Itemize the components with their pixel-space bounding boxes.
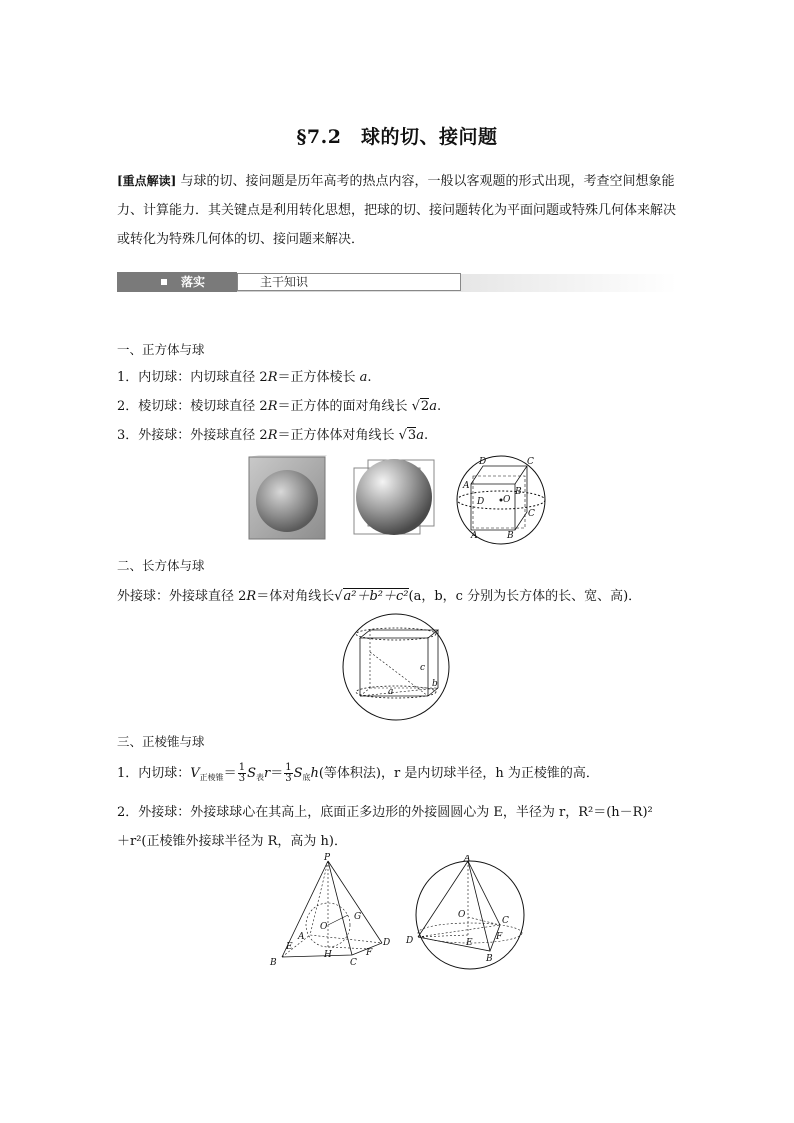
s1i1-a: a (359, 370, 368, 385)
sph-label-A: A (464, 855, 471, 864)
section1-item3: 3．外接球：外接球直径 2R＝正方体体对角线长 √3a. (117, 428, 429, 443)
box-in-sphere-figure (340, 612, 452, 722)
section2-line: 外接球：外接球直径 2R＝体对角线长√a²＋b²＋c²(a，b，c 分别为长方体的长、宽、高)． (117, 589, 642, 604)
cube-label-C1: C (528, 509, 535, 519)
section1-item1 (117, 366, 372, 385)
sph-label-B: B (486, 954, 493, 964)
frac-a-den: 3 (238, 773, 246, 784)
cube-label-D1: D (477, 497, 485, 507)
section1-heading: 一、正方体与球 (117, 342, 205, 357)
s1i2-a: a (429, 399, 437, 414)
s3i1-h: h (310, 766, 319, 781)
s3i1-tail: (等体积法)，r 是内切球半径，h 为正棱锥的高． (318, 766, 599, 781)
frac-one-third-a (238, 763, 246, 784)
section3-item2-line2: ＋r²(正棱锥外接球半径为 R，高为 h)． (117, 834, 347, 849)
pyr-label-P: P (324, 853, 331, 863)
s1i3-R: R (267, 428, 278, 443)
cube-label-O: O (503, 495, 511, 505)
frac-b-den: 3 (285, 773, 292, 784)
section2-heading: 二、长方体与球 (117, 558, 205, 573)
s1i2-lead: 2．棱切球：棱切球直径 2 (117, 399, 268, 414)
cube-label-B: B (515, 487, 522, 497)
s1i3-rad: 3 (407, 428, 417, 443)
pyramid-circumscribed-figure (404, 855, 528, 973)
pyr-label-A: A (298, 932, 305, 942)
frac-a-num: 1 (238, 762, 246, 773)
s1i3-end: . (423, 428, 429, 443)
edge-tangent-sphere-figure (350, 458, 440, 538)
s2-mid: ＝体对角线长 (256, 589, 335, 604)
s3i1-lead: 1．内切球： (117, 766, 191, 781)
s3i1-eq2: ＝ (270, 766, 284, 781)
pyr-label-B: B (270, 958, 277, 968)
s2-tail: (a，b，c 分别为长方体的长、宽、高)． (408, 589, 642, 604)
s3i1-eq1: ＝ (223, 766, 237, 781)
pyr-label-C: C (350, 958, 357, 968)
s3i1-S2: S (293, 766, 303, 781)
cube-label-B1: B (507, 531, 514, 541)
section1-item2: 2．棱切球：棱切球直径 2R＝正方体的面对角线长 √2a. (117, 399, 442, 414)
s1i1-mid: ＝正方体棱长 (277, 370, 360, 385)
section3-heading: 三、正棱锥与球 (117, 734, 205, 749)
s3i1-ssub1: 表 (255, 773, 264, 782)
s1i1-end: . (367, 370, 372, 385)
s2-lead: 外接球：外接球直径 2 (117, 589, 247, 604)
s1i2-rad: 2 (420, 399, 430, 414)
s1i2-R: R (267, 399, 278, 414)
sph-label-C: C (502, 916, 509, 926)
box-label-c: c (420, 663, 426, 673)
banner-dark-label: 落实 (181, 275, 206, 289)
s1i3-mid: ＝正方体体对角线长 (277, 428, 399, 443)
pyr-label-E: E (286, 942, 293, 952)
section-banner (117, 270, 677, 296)
pyramid-inscribed-figure (266, 853, 396, 971)
s3i1-V: V (190, 766, 200, 781)
intro-paragraph (117, 167, 677, 254)
square-icon (161, 279, 167, 285)
frac-b-num: 1 (285, 762, 292, 773)
s3i1-ssub2: 底 (302, 773, 311, 782)
s3i1-r: r (263, 766, 271, 781)
cube-label-A1: A (471, 531, 478, 541)
banner-dark (117, 272, 237, 292)
sph-label-F: F (496, 932, 503, 942)
s1i2-mid: ＝正方体的面对角线长 (277, 399, 412, 414)
sph-label-D: D (406, 936, 414, 946)
frac-one-third-b (284, 763, 292, 784)
s3i1-vsub: 正棱锥 (199, 773, 224, 782)
cube-label-A: A (463, 481, 470, 491)
intro-text: 与球的切、接问题是历年高考的热点内容，一般以客观题的形式出现，考查空间想象能力、计算能力．其关键点是利用转化思想，把球的切、接问题转化为平面问题或特殊几何体来解决或转化为特殊几何体的切、接问题来解决． (117, 174, 677, 247)
inscribed-sphere-figure (247, 455, 327, 541)
section3-item2-line1: 2．外接球：外接球球心在其高上，底面正多边形的外接圆圆心为 E，半径为 r，R²＝(h－R)² (117, 805, 653, 820)
cube-label-C: C (527, 457, 534, 467)
pyr-label-H: H (324, 950, 332, 960)
circumscribed-cube-figure (455, 454, 547, 546)
cube-label-D: D (479, 457, 487, 467)
box-label-b: b (432, 679, 438, 689)
box-label-a: a (388, 687, 394, 697)
s3i1-S1: S (247, 766, 256, 781)
banner-light-label: 主干知识 (237, 273, 461, 291)
s1i1-lead: 1．内切球：内切球直径 2 (117, 370, 268, 385)
s1i1-R: R (267, 370, 278, 385)
s1i3-lead: 3．外接球：外接球直径 2 (117, 428, 268, 443)
sph-label-E: E (466, 938, 473, 948)
page-title: §7.2 球的切、接问题 (296, 126, 498, 148)
s2-rad: a²＋b²＋c² (343, 589, 409, 604)
pyr-label-D: D (383, 938, 391, 948)
intro-tag: [重点解读] (117, 174, 177, 188)
pyr-label-F: F (366, 948, 373, 958)
s2-R: R (246, 589, 257, 604)
section3-item1 (117, 762, 599, 784)
sph-label-O: O (458, 910, 466, 920)
pyr-label-O: O (320, 922, 328, 932)
s1i3-a: a (416, 428, 424, 443)
pyr-label-G: G (354, 912, 362, 922)
s1i2-end: . (436, 399, 442, 414)
